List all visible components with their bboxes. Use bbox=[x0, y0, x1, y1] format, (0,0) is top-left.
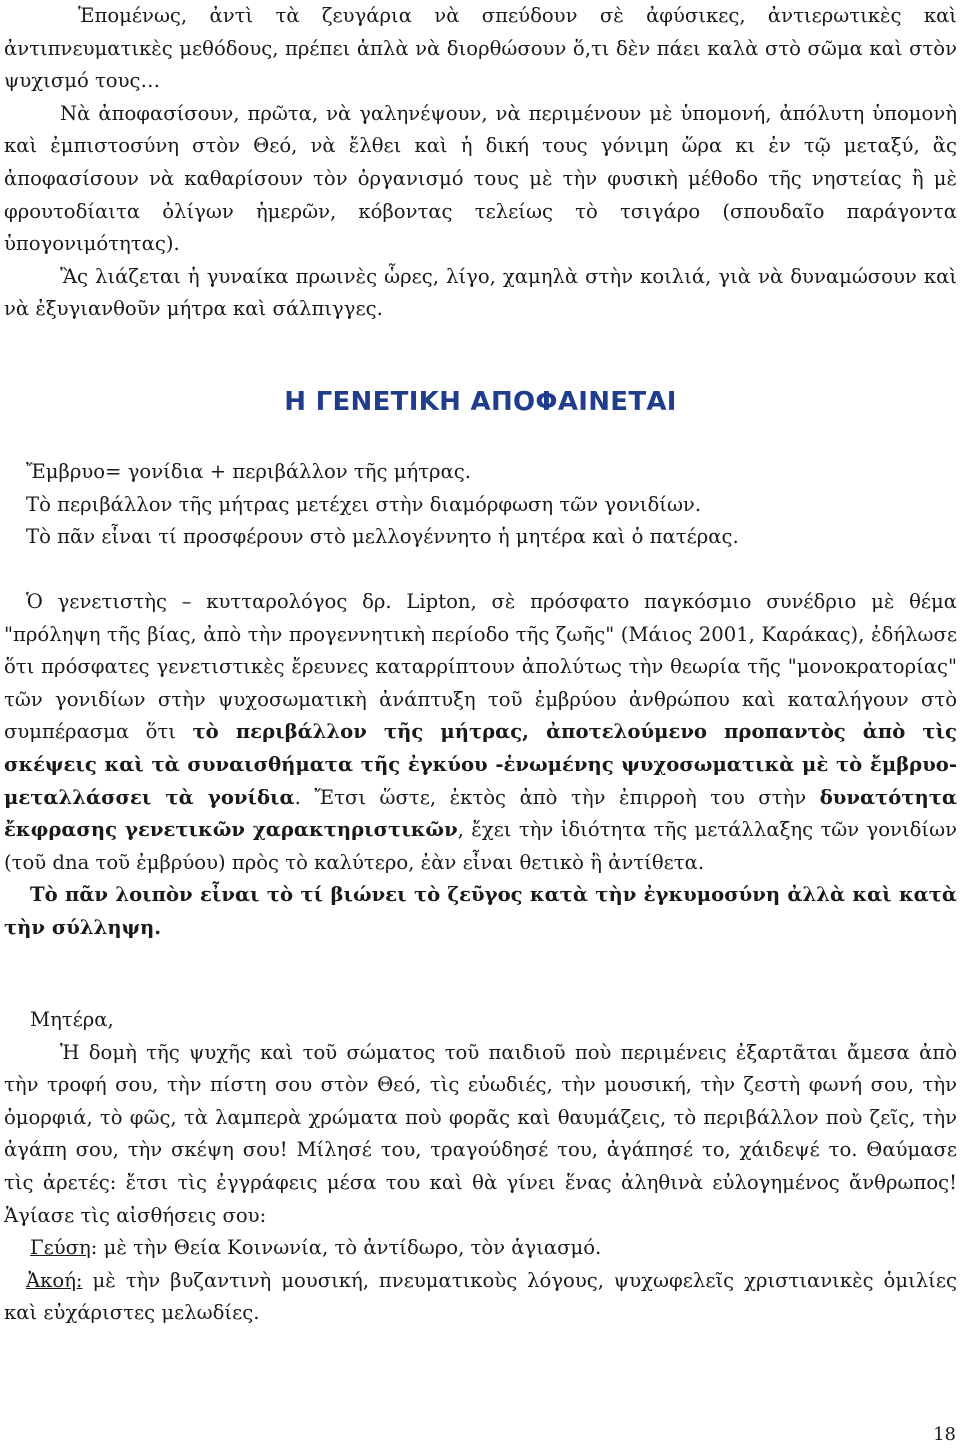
taste-label: Γεύση bbox=[30, 1236, 91, 1260]
lipton-text-2: . Ἔτσι ὥστε, ἐκτὸς ἀπὸ τὴν ἐπιρροὴ του στὴν bbox=[294, 785, 820, 809]
line-hearing bbox=[4, 1265, 957, 1330]
paragraph-correction: Ἑπομένως, ἀντὶ τὰ ζευγάρια νὰ σπεύδουν σὲ ἀφύσικες, ἀντιερωτικὲς καὶ ἀντιπνευματικὲς μεθόδους, πρέπει ἁπλὰ νὰ διορθώσουν ὅ,τι δὲν πάει καλὰ στὸ σῶμα καὶ στὸν ψυχισμό τους… bbox=[4, 4, 957, 93]
paragraph-sun: Ἂς λιάζεται ἡ γυναίκα πρωινὲς ὧρες, λίγο, χαμηλὰ στὴν κοιλιά, γιὰ νὰ δυναμώσουν καὶ νὰ ἐξυγιανθοῦν μήτρα καὶ σάλπιγγες. bbox=[4, 264, 957, 321]
lipton-text-3: , ἔχει τὴν ἰδιότητα τῆς μετάλλαξης τῶν γονιδίων (τοῦ dna τοῦ ἐμβρύου) πρὸς τὸ καλύτερο, ἐὰν εἶναι θετικὸ ἢ ἀντίθετα. bbox=[4, 818, 957, 874]
page-number: 18 bbox=[933, 1424, 956, 1445]
mother-salutation: Μητέρα, bbox=[30, 1008, 114, 1031]
paragraph-bold-conclusion: Τὸ πᾶν λοιπὸν εἶναι τὸ τί βιώνει τὸ ζεῦγος κατὰ τὴν ἐγκυμοσύνη ἀλλὰ καὶ κατὰ τὴν σύλληψη. bbox=[4, 883, 957, 939]
lipton-bold-2: δυνατότητα ἔκφρασης γενετικῶν χαρακτηριστικῶν bbox=[4, 785, 957, 842]
paragraph-decide: Νὰ ἀποφασίσουν, πρῶτα, νὰ γαληνέψουν, νὰ περιμένουν μὲ ὑπομονή, ἀπόλυτη ὑπομονὴ καὶ ἐμπιστοσύνη στὸν Θεό, νὰ ἔλθει καὶ ἡ δική τους γόνιμη ὥρα κι ἐν τῷ μεταξύ, ἂς ἀποφασίσουν νὰ καθαρίσουν τὸν ὀργανισμό τους μὲ τὴν φυσικὴ μέθοδο τῆς νηστείας ἢ μὲ φρουτοδίαιτα ὀλίγων ἡμερῶν, κόβοντας τελείως τὸ τσιγάρο (σπουδαῖο παράγοντα ὑπογονιμότητας). bbox=[4, 101, 957, 256]
lipton-block bbox=[4, 586, 957, 945]
lipton-bold-1: τὸ περιβάλλον τῆς μήτρας, ἀποτελούμενο προπαντὸς ἀπὸ τὶς σκέψεις καὶ τὰ συναισθήματα τῆς ἐγκύου -ἑνωμένης ψυχοσωματικὰ μὲ τὸ ἔμβρυο- μεταλλάσσει τὰ γονίδια bbox=[4, 720, 957, 809]
line-environment: Τὸ περιβάλλον τῆς μήτρας μετέχει στὴν διαμόρφωση τῶν γονιδίων. bbox=[26, 492, 702, 516]
summary-lines bbox=[4, 456, 957, 554]
paragraph-lipton bbox=[4, 586, 957, 879]
hearing-label: Ἀκοή: bbox=[26, 1268, 83, 1292]
line-everything: Τὸ πᾶν εἶναι τί προσφέρουν στὸ μελλογέννητο ἡ μητέρα καὶ ὁ πατέρας. bbox=[26, 525, 739, 549]
section-heading: Η ΓΕΝΕΤΙΚΗ ΑΠΟΦΑΙΝΕΤΑΙ bbox=[284, 387, 677, 417]
hearing-text: μὲ τὴν βυζαντινὴ μουσική, πνευματικοὺς λόγους, ψυχωφελεῖς χριστιανικὲς ὁμιλίες καὶ εὐχάριστες μελωδίες. bbox=[4, 1268, 957, 1325]
taste-text: : μὲ τὴν Θεία Κοινωνία, τὸ ἀντίδωρο, τὸν ἁγιασμό. bbox=[90, 1236, 602, 1260]
line-embryo: Ἔμβρυο= γονίδια + περιβάλλον τῆς μήτρας. bbox=[26, 460, 471, 483]
paragraph-mother: Ἡ δομὴ τῆς ψυχῆς καὶ τοῦ σώματος τοῦ παιδιοῦ ποὺ περιμένεις ἐξαρτᾶται ἄμεσα ἀπὸ τὴν τροφή σου, τὴν πίστη σου στὸν Θεό, τὶς εὐωδιές, τὴν μουσική, τὴν ζεστὴ φωνή σου, τὴν ὀμορφιά, τὸ φῶς, τὰ λαμπερὰ χρώματα ποὺ φορᾶς καὶ θαυμάζεις, τὸ περιβάλλον ποὺ ζεῖς, τὴν ἀγάπη σου, τὴν σκέψη σου! Μίλησέ του, τραγούδησέ του, ἀγάπησέ το, χάιδεψέ το. Θαύμασε τὶς ἀρετές: ἔτσι τὶς ἐγγράφεις μέσα του καὶ θὰ γίνει ἕνας ἀληθινὰ εὐλογημένος ἄνθρωπος! Ἁγίασε τὶς αἰσθήσεις σου: bbox=[4, 1040, 957, 1227]
lipton-text-1: Ὁ γενετιστὴς – κυτταρολόγος δρ. Lipton, σὲ πρόσφατο παγκόσμιο συνέδριο μὲ θέμα "πρόληψη τῆς βίας, ἀπὸ τὴν προγεννητικὴ περίοδο τῆς ζωῆς" (Μάιος 2001, Καράκας), ἐδήλωσε ὅτι πρόσφατες γενετιστικὲς ἔρευνες καταρρίπτουν ἀπολύτως τὴν θεωρία τῆς "μονοκρατορίας" τῶν γονιδίων στὴν ψυχοσωματικὴ ἀνάπτυξη τοῦ ἐμβρύου ἀνθρώπου καὶ καταλήγουν στὸ συμπέρασμα ὅτι bbox=[4, 590, 957, 744]
line-taste bbox=[4, 1232, 957, 1265]
intro-block bbox=[4, 0, 957, 326]
mother-block bbox=[4, 1004, 957, 1330]
